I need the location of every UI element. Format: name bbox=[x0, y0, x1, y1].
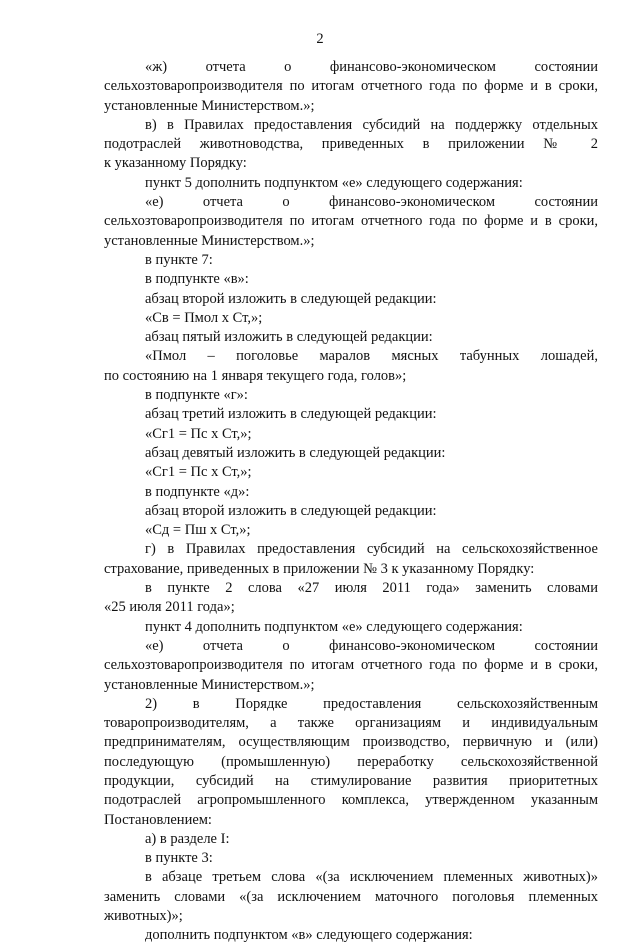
paragraph bbox=[104, 502, 598, 521]
paragraph bbox=[104, 405, 598, 424]
paragraph bbox=[104, 540, 598, 579]
paragraph-line: продукции, субсидий на стимулирование развития приоритетных bbox=[104, 772, 598, 789]
paragraph-line: в подпункте «д»: bbox=[145, 483, 250, 500]
paragraph bbox=[104, 868, 598, 926]
paragraph-line: последующую (промышленную) переработку сельскохозяйственной bbox=[104, 753, 598, 770]
paragraph-line: «Св = Пмол х Ст,»; bbox=[145, 309, 263, 326]
paragraph-line: сельхозтоваропроизводителя по итогам отчетного года по форме и в сроки, bbox=[104, 213, 598, 230]
paragraph-line: г) в Правилах предоставления субсидий на сельскохозяйственное bbox=[145, 541, 598, 558]
paragraph-line: дополнить подпунктом «в» следующего содержания: bbox=[145, 927, 473, 944]
paragraph-line: сельхозтоваропроизводителя по итогам отчетного года по форме и в сроки, bbox=[104, 78, 598, 95]
paragraph-line: абзац третий изложить в следующей редакции: bbox=[145, 406, 437, 423]
paragraph bbox=[104, 849, 598, 868]
paragraph-line: пункт 5 дополнить подпунктом «е» следующего содержания: bbox=[145, 174, 523, 191]
paragraph bbox=[104, 290, 598, 309]
paragraph bbox=[104, 695, 598, 830]
paragraph bbox=[104, 637, 598, 695]
paragraph bbox=[104, 463, 598, 482]
paragraph-line: к указанному Порядку: bbox=[104, 155, 247, 172]
paragraph bbox=[104, 521, 598, 540]
paragraph-line: абзац пятый изложить в следующей редакции: bbox=[145, 329, 433, 346]
paragraph-line: товаропроизводителям, а также организациям и индивидуальным bbox=[104, 715, 598, 732]
paragraph-line: «Сг1 = Пс х Ст,»; bbox=[145, 425, 252, 442]
paragraph-line: «25 июля 2011 года»; bbox=[104, 599, 235, 616]
paragraph-line: абзац второй изложить в следующей редакции: bbox=[145, 290, 437, 307]
document-body bbox=[104, 58, 598, 946]
page-number: 2 bbox=[316, 31, 324, 47]
paragraph-line: пункт 4 дополнить подпунктом «е» следующего содержания: bbox=[145, 618, 523, 635]
paragraph-line: «Сг1 = Пс х Ст,»; bbox=[145, 464, 252, 481]
paragraph-line: в подпункте «г»: bbox=[145, 387, 248, 404]
paragraph bbox=[104, 251, 598, 270]
paragraph-line: «ж) отчета о финансово-экономическом состоянии bbox=[145, 59, 598, 75]
paragraph-line: в) в Правилах предоставления субсидий на поддержку отдельных bbox=[145, 116, 598, 133]
paragraph bbox=[104, 444, 598, 463]
paragraph-line: в абзаце третьем слова «(за исключением племенных животных)» bbox=[145, 869, 598, 886]
paragraph-line: животных)»; bbox=[104, 908, 183, 925]
paragraph-line: установленные Министерством.»; bbox=[104, 232, 315, 249]
paragraph-line: заменить словами «(за исключением маточного поголовья племенных bbox=[104, 888, 598, 905]
paragraph-line: «Пмол – поголовье маралов мясных табунных лошадей, bbox=[145, 348, 598, 365]
paragraph-line: абзац второй изложить в следующей редакции: bbox=[145, 502, 437, 519]
paragraph bbox=[104, 483, 598, 502]
paragraph bbox=[104, 309, 598, 328]
paragraph-line: «Сд = Пш х Ст,»; bbox=[145, 522, 251, 539]
paragraph-line: страхование, приведенных в приложении № 3 к указанному Порядку: bbox=[104, 560, 535, 577]
paragraph-line: абзац девятый изложить в следующей редакции: bbox=[145, 444, 446, 461]
paragraph bbox=[104, 618, 598, 637]
paragraph-line: в подпункте «в»: bbox=[145, 271, 249, 288]
paragraph bbox=[104, 347, 598, 386]
paragraph-line: по состоянию на 1 января текущего года, голов»; bbox=[104, 367, 407, 384]
paragraph bbox=[104, 116, 598, 174]
paragraph-line: предпринимателям, осуществляющим производство, первичную и (или) bbox=[104, 734, 598, 751]
paragraph-line: в пункте 7: bbox=[145, 251, 213, 268]
paragraph-line: 2) в Порядке предоставления сельскохозяйственным bbox=[145, 695, 598, 712]
paragraph bbox=[104, 193, 598, 251]
paragraph-line: установленные Министерством.»; bbox=[104, 676, 315, 693]
paragraph-line: установленные Министерством.»; bbox=[104, 97, 315, 114]
paragraph bbox=[104, 174, 598, 193]
paragraph-line: Постановлением: bbox=[104, 811, 212, 828]
paragraph bbox=[104, 579, 598, 618]
paragraph-line: подотраслей агропромышленного комплекса, утвержденном указанным bbox=[104, 792, 598, 809]
paragraph-line: «е) отчета о финансово-экономическом состоянии bbox=[145, 194, 598, 211]
paragraph-line: «е) отчета о финансово-экономическом состоянии bbox=[145, 637, 598, 654]
paragraph-line: сельхозтоваропроизводителя по итогам отчетного года по форме и в сроки, bbox=[104, 657, 598, 674]
paragraph-line: а) в разделе I: bbox=[145, 830, 230, 847]
paragraph bbox=[104, 58, 598, 116]
paragraph-line: в пункте 3: bbox=[145, 850, 213, 867]
paragraph bbox=[104, 270, 598, 289]
paragraph bbox=[104, 328, 598, 347]
paragraph bbox=[104, 926, 598, 945]
paragraph bbox=[104, 830, 598, 849]
paragraph bbox=[104, 425, 598, 444]
paragraph-line: в пункте 2 слова «27 июля 2011 года» заменить словами bbox=[145, 580, 598, 597]
paragraph bbox=[104, 386, 598, 405]
paragraph-line: подотраслей животноводства, приведенных в приложении № 2 bbox=[104, 136, 598, 153]
